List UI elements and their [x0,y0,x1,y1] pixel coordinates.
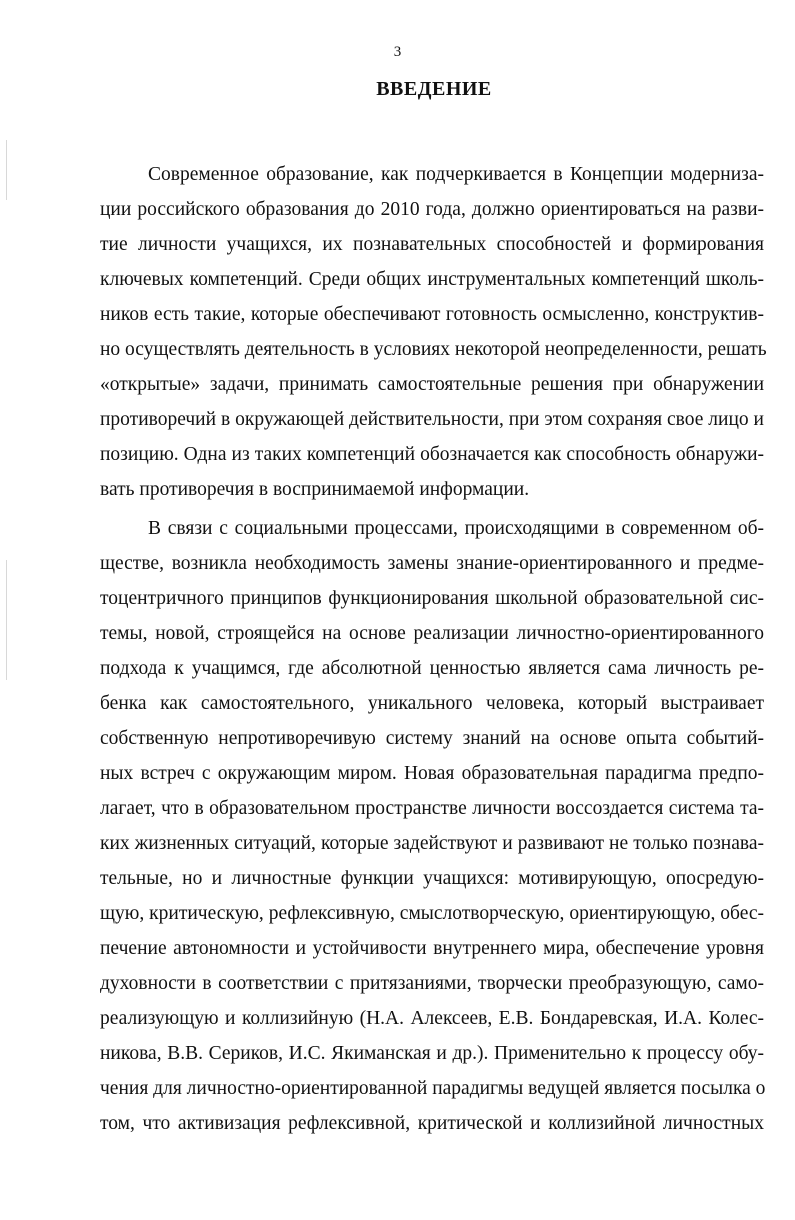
text-line: ключевых компетенций. Среди общих инструментальных компетенций школь- [100,269,764,290]
text-line: ции российского образования до 2010 года, должно ориентироваться на разви- [100,199,764,220]
text-line: «открытые» задачи, принимать самостоятельные решения при обнаружении [100,374,764,395]
text-line: ных встреч с окружающим миром. Новая образовательная парадигма предпо- [100,763,764,784]
text-line: чения для личностно-ориентированной парадигмы ведущей является посылка о [100,1078,766,1099]
text-line: темы, новой, строящейся на основе реализации личностно-ориентированного [100,623,764,644]
text-line: подхода к учащимся, где абсолютной ценностью является сама личность ре- [100,658,764,679]
text-line: тие личности учащихся, их познавательных способностей и формирования [100,234,764,255]
text-line: собственную непротиворечивую систему знаний на основе опыта событий- [100,728,764,749]
text-line: ких жизненных ситуаций, которые задействуют и развивают не только познава- [100,833,764,854]
text-line: печение автономности и устойчивости внутреннего мира, обеспечение уровня [100,938,764,959]
text-line: бенка как самостоятельного, уникального человека, который выстраивает [100,693,764,714]
page-number: 3 [393,44,402,60]
section-title: ВВЕДЕНИЕ [376,78,492,100]
scan-margin-mark [6,560,7,680]
text-line: реализующую и коллизийную (Н.А. Алексеев, Е.В. Бондаревская, И.А. Колес- [100,1008,764,1029]
text-line: ников есть такие, которые обеспечивают готовность осмысленно, конструктив- [100,304,764,325]
text-line: противоречий в окружающей действительности, при этом сохраняя свое лицо и [100,409,764,430]
text-line: позицию. Одна из таких компетенций обозначается как способность обнаружи- [100,444,764,465]
text-line: вать противоречия в воспринимаемой информации. [100,479,530,500]
text-line: лагает, что в образовательном пространстве личности воссоздается система та- [100,798,764,819]
text-line: тельные, но и личностные функции учащихся: мотивирующую, опосредую- [100,868,764,889]
scan-margin-mark [6,140,7,200]
text-line: ществе, возникла необходимость замены знание-ориентированного и предме- [100,553,764,574]
text-line: том, что активизация рефлексивной, критической и коллизийной личностных [100,1113,764,1134]
text-line: В связи с социальными процессами, происходящими в современном об- [148,518,764,539]
text-line: никова, В.В. Сериков, И.С. Якиманская и др.). Применительно к процессу обу- [100,1043,764,1064]
text-line: тоцентричного принципов функционирования школьной образовательной сис- [100,588,764,609]
text-line: но осуществлять деятельность в условиях некоторой неопределенности, решать [100,339,767,360]
text-line: щую, критическую, рефлексивную, смыслотворческую, ориентирующую, обес- [100,903,764,924]
text-line: духовности в соответствии с притязаниями, творчески преобразующую, само- [100,973,764,994]
text-line: Современное образование, как подчеркивается в Концепции модерниза- [148,164,764,185]
